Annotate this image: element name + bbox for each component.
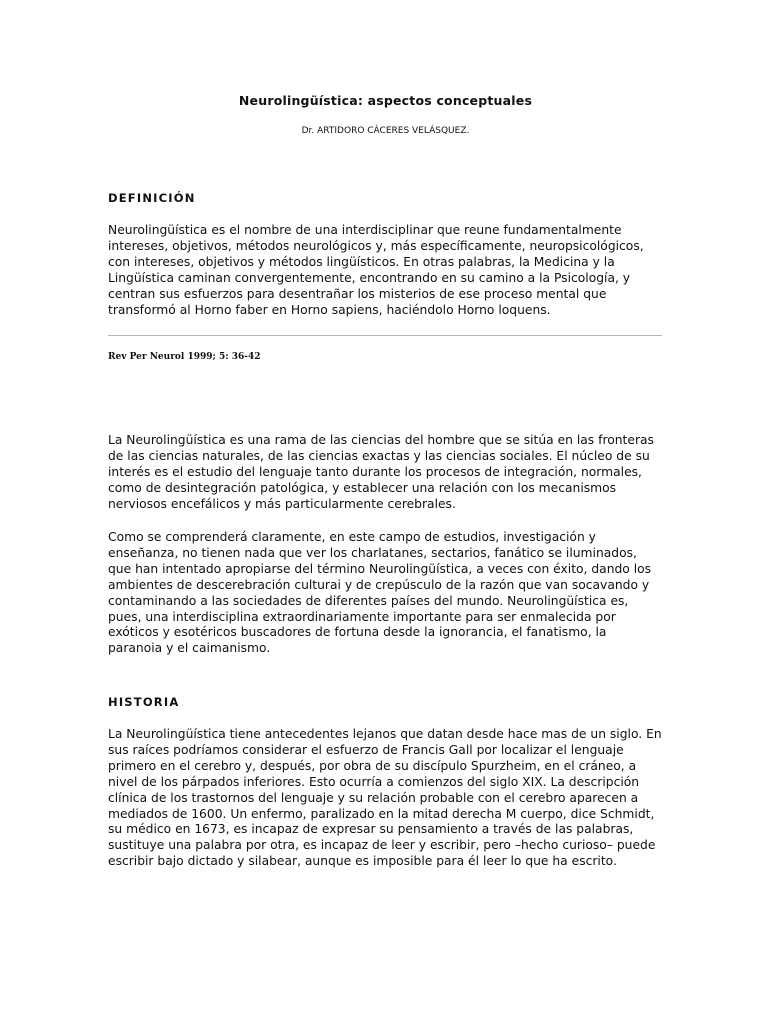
article-author: Dr. ARTIDORO CÁCERES VELÁSQUEZ. bbox=[301, 126, 470, 136]
history-paragraph: La Neurolingüística tiene antecedentes lejanos que datan desde hace mas de un siglo. En sus raíces podríamos considerar el esfuerzo de Francis Gall por localizar el lenguaje primero en el cerebro y, después, por obra de su discípulo Spurzheim, en el cráneo, a nivel de los párpados inferiores. Esto ocurría a comienzos del siglo XIX. La descripción clínica de los trastornos del lenguaje y su relación probable con el cerebro aparecen a mediados de 1600. Un enfermo, paralizado en la mitad derecha M cuerpo, dice Schmidt, su médico en 1673, es incapaz de expresar su pensamiento a través de las palabras, sustituye una palabra por otra, es incapaz de leer y escribir, pero –hecho curioso– puede escribir bajo dictado y silabear, aunque es imposible para él leer lo que ha escrito. bbox=[108, 727, 662, 869]
definition-heading: DEFINICIÓN bbox=[108, 191, 196, 205]
horizontal-divider bbox=[108, 335, 662, 336]
article-title: Neurolingüística: aspectos conceptuales bbox=[238, 93, 533, 108]
history-heading: HISTORIA bbox=[108, 695, 180, 709]
intro-paragraph-2: Como se comprenderá claramente, en este campo de estudios, investigación y enseñanza, no tienen nada que ver los charlatanes, sectarios, fanático se iluminados, que han intentado apropiarse del término Neurolingüística, a veces con éxito, dando los ambientes de descerebración culturai y de crepúsculo de la razón que van socavando y contaminando a las sociedades de diferentes países del mundo. Neurolingüística es, pues, una interdisciplina extraordinariamente importante para ser enmalecida por exóticos y esotéricos buscadores de fortuna desde la ignorancia, el fanatismo, la paranoia y el caimanismo. bbox=[108, 530, 652, 656]
definition-paragraph: Neurolingüística es el nombre de una interdisciplinar que reune fundamentalmente intereses, objetivos, métodos neurológicos y, más específicamente, neuropsicológicos, con intereses, objetivos y métodos lingüísticos. En otras palabras, la Medicina y la Lingüística caminan convergentemente, encontrando en su camino a la Psicología, y centran sus esfuerzos para desentrañar los misterios de ese proceso mental que transformó al Horno faber en Horno sapiens, haciéndolo Horno loquens. bbox=[108, 223, 644, 317]
journal-citation: Rev Per Neurol 1999; 5: 36-42 bbox=[108, 352, 261, 362]
intro-paragraph-1: La Neurolingüística es una rama de las ciencias del hombre que se sitúa en las fronteras de las ciencias naturales, de las ciencias exactas y las ciencias sociales. El núcleo de su interés es el estudio del lenguaje tanto durante los procesos de integración, normales, como de desintegración patológica, y establecer una relación con los mecanismos nerviosos encefálicos y más particularmente cerebrales. bbox=[108, 433, 654, 511]
